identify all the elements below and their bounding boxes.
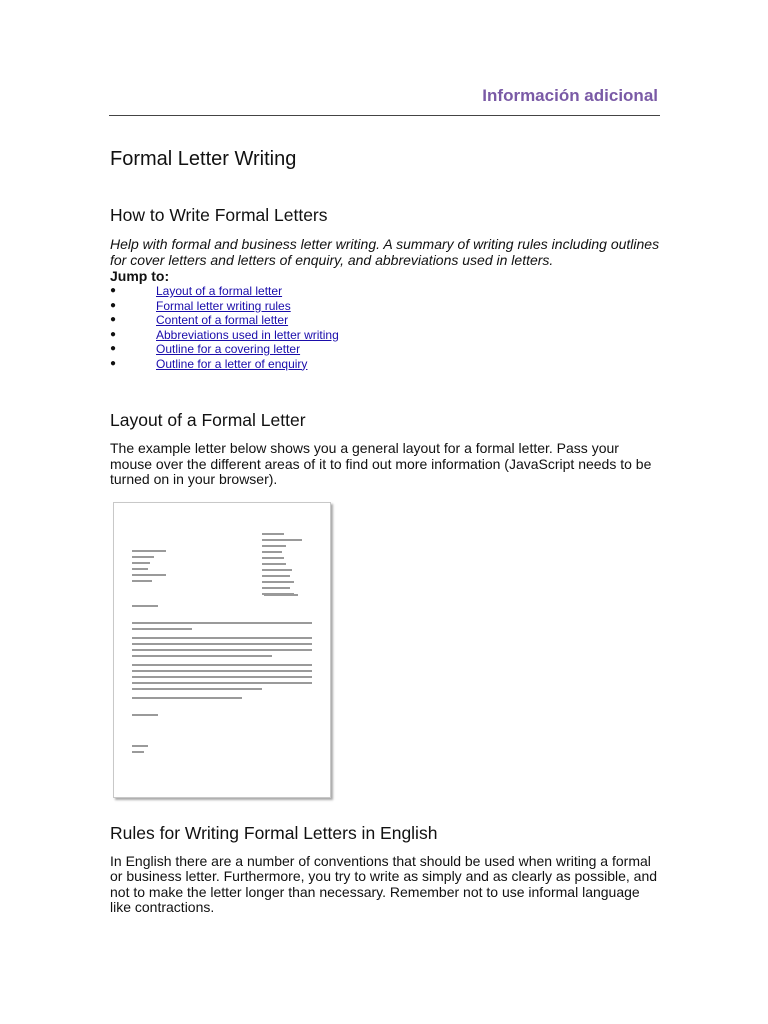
list-item [110, 357, 662, 372]
jump-link-content[interactable]: Content of a formal letter [156, 313, 289, 327]
bullet-icon: ● [110, 357, 117, 369]
jump-link-rules[interactable]: Formal letter writing rules [156, 298, 291, 313]
list-item [110, 342, 662, 357]
header-title: Información adicional [482, 86, 658, 105]
main-content [110, 146, 662, 916]
jump-link-abbreviations[interactable]: Abbreviations used in letter writing [156, 327, 339, 342]
rules-heading: Rules for Writing Formal Letters in English [110, 822, 438, 843]
rules-body: In English there are a number of conventions that should be used when writing a formal or business letter. Furthermore, you try to write as simply and as clearly as possible, and not to make the letter longer than necessary. Remember not to use informal language like contractions. [110, 852, 658, 915]
page-title: Formal Letter Writing [110, 148, 297, 170]
list-item [110, 299, 662, 314]
jump-to-label: Jump to: [110, 268, 170, 284]
jump-links-list [110, 284, 662, 371]
bullet-icon: ● [110, 328, 117, 340]
bullet-icon: ● [110, 285, 117, 296]
bullet-icon: ● [110, 343, 117, 354]
jump-link-covering-letter[interactable]: Outline for a covering letter [156, 342, 301, 356]
how-to-heading: How to Write Formal Letters [110, 205, 328, 225]
jump-link-enquiry-letter[interactable]: Outline for a letter of enquiry [156, 356, 308, 371]
intro-summary: Help with formal and business letter writing. A summary of writing rules including outlines for cover letters and letters of enquiry, and abbreviations used in letters. [110, 236, 660, 268]
example-letter-image[interactable] [113, 502, 331, 798]
list-item [110, 284, 662, 299]
jump-link-layout[interactable]: Layout of a formal letter [156, 284, 283, 298]
layout-body: The example letter below shows you a general layout for a formal letter. Pass your mouse over the different areas of it to find out more information (JavaScript needs to be turned on in your browser). [110, 440, 652, 487]
list-item [110, 313, 662, 328]
list-item [110, 328, 662, 343]
header-divider [109, 115, 660, 116]
bullet-icon: ● [110, 299, 117, 311]
bullet-icon: ● [110, 314, 117, 325]
layout-heading: Layout of a Formal Letter [110, 410, 306, 430]
